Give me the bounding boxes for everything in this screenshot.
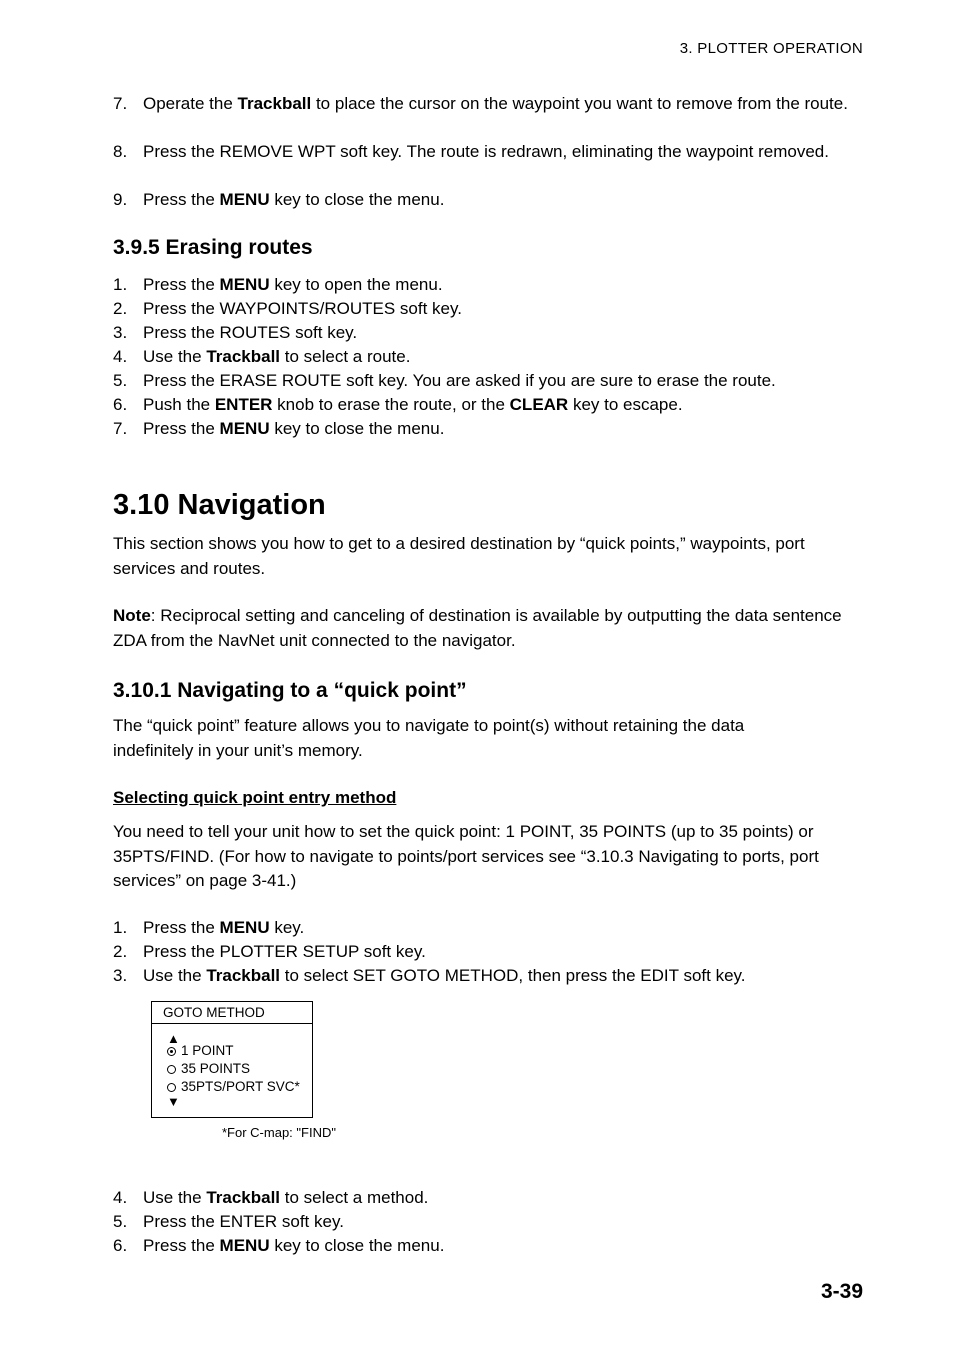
- bold-term: Trackball: [206, 347, 281, 366]
- list-number: 4.: [113, 347, 128, 366]
- goto-method-menu: [151, 1001, 313, 1118]
- text-run: Push the: [143, 395, 215, 414]
- bold-term: MENU: [219, 918, 270, 937]
- text-run: Press the: [143, 419, 220, 438]
- text-run: key to close the menu.: [269, 190, 445, 209]
- list-item: [113, 140, 873, 164]
- text-run: key to escape.: [568, 395, 683, 414]
- list-item: [113, 369, 873, 393]
- list-item: [113, 393, 873, 417]
- text-run: Press the ENTER soft key.: [143, 1212, 344, 1231]
- list-number: 3.: [113, 966, 128, 985]
- list-text: [143, 964, 873, 988]
- bold-term: MENU: [219, 275, 270, 294]
- list-text: [143, 321, 873, 345]
- list-item: [113, 273, 873, 297]
- bold-term: MENU: [219, 419, 270, 438]
- list-text: [143, 140, 873, 164]
- text-run: Use the: [143, 966, 207, 985]
- list-text: [143, 188, 873, 212]
- bold-term: MENU: [219, 190, 270, 209]
- section-heading-erasing-routes: 3.9.5 Erasing routes: [113, 236, 313, 259]
- scroll-up-arrow-icon: ▲: [167, 1031, 180, 1046]
- radio-selected-icon: [167, 1047, 176, 1056]
- list-number: 1.: [113, 918, 128, 937]
- page-number: 3-39: [820, 1280, 863, 1303]
- menu-option-1-point: 1 POINT: [167, 1043, 234, 1059]
- text-run: Press the ERASE ROUTE soft key. You are asked if you are sure to erase the route.: [143, 371, 776, 390]
- menu-option-35pts-port-svc: 35PTS/PORT SVC*: [167, 1079, 300, 1095]
- list-number: 5.: [113, 371, 128, 390]
- list-text: [143, 1210, 873, 1234]
- navigation-intro: [113, 532, 843, 581]
- list-item: [113, 92, 873, 116]
- text-run: Press the WAYPOINTS/ROUTES soft key.: [143, 299, 462, 318]
- text-run: to select a method.: [280, 1188, 429, 1207]
- text-run: Press the REMOVE WPT soft key. The route is redrawn, eliminating the waypoint removed.: [143, 142, 829, 161]
- list-number: 9.: [113, 190, 128, 209]
- list-item: [113, 321, 873, 345]
- text-run: Use the: [143, 347, 207, 366]
- text-run: : Reciprocal setting and canceling of destination is available by outputting the data sentence ZDA from the NavNet unit connected to the navigator.: [113, 606, 842, 650]
- menu-option-35-points: 35 POINTS: [167, 1061, 250, 1077]
- entry-method-body: [113, 820, 875, 894]
- bold-term: Trackball: [206, 966, 281, 985]
- list-number: 7.: [113, 94, 128, 113]
- bold-term: MENU: [219, 1236, 270, 1255]
- subheading-entry-method: Selecting quick point entry method: [113, 788, 397, 807]
- text-run: Press the PLOTTER SETUP soft key.: [143, 942, 426, 961]
- list-item: [113, 1186, 873, 1210]
- text-run: key to close the menu.: [269, 419, 445, 438]
- bold-term: Trackball: [237, 94, 312, 113]
- list-item: [113, 964, 873, 988]
- menu-title: GOTO METHOD: [152, 1002, 312, 1024]
- list-text: [143, 916, 873, 940]
- text-run: Press the: [143, 190, 220, 209]
- menu-footnote: *For C-map: "FIND": [222, 1125, 336, 1140]
- running-head: 3. PLOTTER OPERATION: [679, 40, 863, 57]
- text-run: Operate the: [143, 94, 238, 113]
- text-run: Press the ROUTES soft key.: [143, 323, 358, 342]
- text-run: You need to tell your unit how to set the quick point: 1 POINT, 35 POINTS (up to 35 points) or 35PTS/FIND. (For how to navigate to points/port services see “3.10.3 Navigating to ports, port services” on page 3-41.): [113, 822, 819, 890]
- bold-term: CLEAR: [509, 395, 569, 414]
- bold-term: Note: [113, 606, 151, 625]
- section-heading-quick-point: 3.10.1 Navigating to a “quick point”: [113, 679, 467, 702]
- list-number: 3.: [113, 323, 128, 342]
- list-number: 1.: [113, 275, 128, 294]
- list-item: [113, 1234, 873, 1258]
- list-number: 2.: [113, 299, 128, 318]
- list-item: [113, 1210, 873, 1234]
- text-run: The “quick point” feature allows you to navigate to point(s) without retaining the data indefinitely in your unit’s memory.: [113, 716, 745, 760]
- list-item: [113, 916, 873, 940]
- list-number: 6.: [113, 1236, 128, 1255]
- note-paragraph: [113, 604, 843, 653]
- scroll-down-arrow-icon: ▼: [167, 1094, 180, 1109]
- text-run: Press the: [143, 918, 220, 937]
- list-item: [113, 297, 873, 321]
- text-run: key to open the menu.: [269, 275, 443, 294]
- list-number: 8.: [113, 142, 128, 161]
- list-number: 7.: [113, 419, 128, 438]
- text-run: This section shows you how to get to a desired destination by “quick points,” waypoints, port services and routes.: [113, 534, 805, 578]
- list-item: [113, 417, 873, 441]
- list-text: [143, 940, 873, 964]
- text-run: to place the cursor on the waypoint you want to remove from the route.: [311, 94, 848, 113]
- list-text: [143, 369, 873, 393]
- text-run: key to close the menu.: [269, 1236, 445, 1255]
- list-text: [143, 345, 873, 369]
- list-text: [143, 92, 873, 116]
- list-text: [143, 273, 873, 297]
- list-number: 6.: [113, 395, 128, 414]
- list-text: [143, 1234, 873, 1258]
- text-run: Press the: [143, 1236, 220, 1255]
- list-number: 5.: [113, 1212, 128, 1231]
- list-number: 4.: [113, 1188, 128, 1207]
- list-item: [113, 345, 873, 369]
- list-text: [143, 393, 873, 417]
- list-text: [143, 417, 873, 441]
- text-run: key.: [269, 918, 305, 937]
- text-run: Use the: [143, 1188, 207, 1207]
- radio-unselected-icon: [167, 1083, 176, 1092]
- list-text: [143, 297, 873, 321]
- list-item: [113, 940, 873, 964]
- list-text: [143, 1186, 873, 1210]
- text-run: Press the: [143, 275, 220, 294]
- text-run: knob to erase the route, or the: [272, 395, 510, 414]
- bold-term: Trackball: [206, 1188, 281, 1207]
- quick-point-intro: [113, 714, 813, 763]
- section-heading-navigation: 3.10 Navigation: [113, 489, 326, 521]
- list-item: [113, 188, 873, 212]
- radio-unselected-icon: [167, 1065, 176, 1074]
- text-run: to select SET GOTO METHOD, then press the EDIT soft key.: [280, 966, 746, 985]
- text-run: to select a route.: [280, 347, 411, 366]
- list-number: 2.: [113, 942, 128, 961]
- bold-term: ENTER: [214, 395, 273, 414]
